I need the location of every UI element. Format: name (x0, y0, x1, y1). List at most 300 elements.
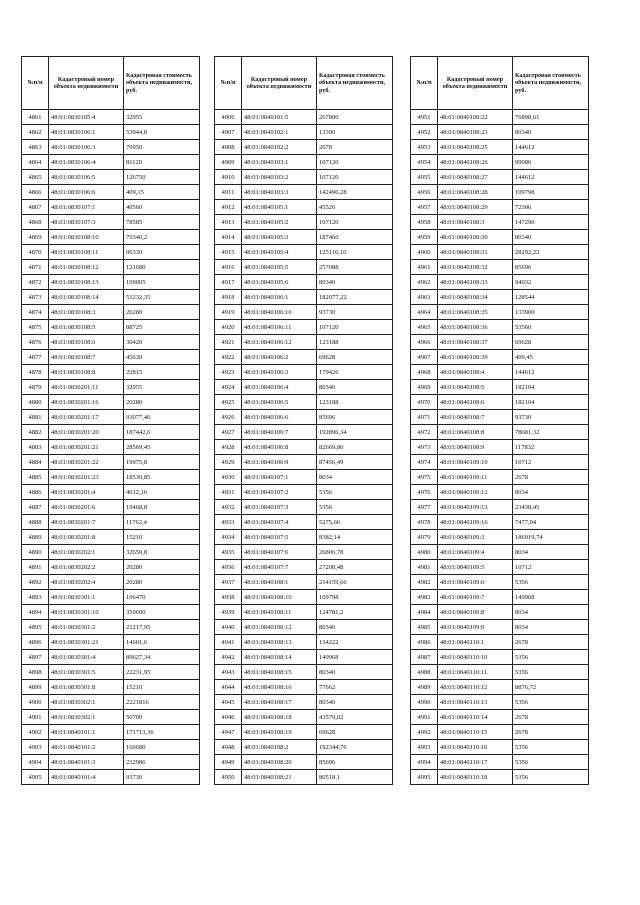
cadastral-value: 15210 (124, 530, 200, 545)
table-row (411, 560, 589, 575)
row-number: 4936 (215, 560, 242, 575)
row-number: 4949 (215, 755, 242, 770)
table-row (215, 275, 393, 290)
row-number: 4958 (411, 215, 438, 230)
table-row (215, 440, 393, 455)
table-row (411, 695, 589, 710)
row-number: 4894 (22, 605, 49, 620)
cadastral-number: 48:01:0840108:19 (242, 725, 317, 740)
table-row (215, 515, 393, 530)
cadastral-value: 50700 (124, 710, 200, 725)
cadastral-number: 48:01:0840106:2 (242, 350, 317, 365)
row-number: 4938 (215, 590, 242, 605)
row-number: 4885 (22, 470, 49, 485)
cadastral-number: 48:01:0840108:3 (438, 215, 513, 230)
row-number: 4900 (22, 695, 49, 710)
table-row (411, 590, 589, 605)
row-number: 4976 (411, 485, 438, 500)
row-number: 4951 (411, 110, 438, 125)
table-row (22, 590, 200, 605)
table-row (411, 245, 589, 260)
row-number: 4907 (215, 125, 242, 140)
cadastral-value: 93730 (513, 410, 589, 425)
cadastral-number: 48:01:0840109:8 (438, 605, 513, 620)
cadastral-value: 160680 (124, 740, 200, 755)
cadastral-number: 48:01:0840107:5 (242, 530, 317, 545)
table-row (411, 650, 589, 665)
row-number: 4921 (215, 335, 242, 350)
cadastral-value: 5356 (513, 695, 589, 710)
cadastral-value: 109798 (513, 185, 589, 200)
cadastral-value: 144612 (513, 365, 589, 380)
cadastral-number: 48:01:0840108:35 (438, 305, 513, 320)
cadastral-value: 20280 (124, 575, 200, 590)
cadastral-value: 19468,8 (124, 500, 200, 515)
row-number: 4908 (215, 140, 242, 155)
cadastral-value: 5356 (317, 500, 393, 515)
cadastral-number: 48:01:0840110:18 (438, 770, 513, 785)
table-row (215, 500, 393, 515)
table-row (22, 230, 200, 245)
row-number: 4919 (215, 305, 242, 320)
cadastral-value: 2678 (513, 710, 589, 725)
table-row (411, 545, 589, 560)
row-number: 4977 (411, 500, 438, 515)
cadastral-number: 48:01:0840106:5 (242, 395, 317, 410)
cadastral-number: 48:01:0840110:13 (438, 695, 513, 710)
row-number: 4962 (411, 275, 438, 290)
table-row (215, 245, 393, 260)
cadastral-number: 48:01:0840101:4 (49, 770, 124, 785)
cadastral-number: 48:01:0840108:30 (438, 230, 513, 245)
row-number: 4888 (22, 515, 49, 530)
cadastral-number: 48:01:0840109:6 (438, 575, 513, 590)
cadastral-value: 2678 (513, 635, 589, 650)
row-number: 4867 (22, 200, 49, 215)
cadastral-number: 48:01:0830108:14 (49, 290, 124, 305)
row-number: 4928 (215, 440, 242, 455)
table-row (411, 575, 589, 590)
cadastral-number: 48:01:0840108:31 (438, 245, 513, 260)
row-number: 4925 (215, 395, 242, 410)
table-row (411, 485, 589, 500)
cadastral-number: 48:01:0830105:4 (49, 110, 124, 125)
cadastral-number: 48:01:0840107:6 (242, 545, 317, 560)
cadastral-number: 48:01:0830106:5 (49, 170, 124, 185)
table-row (411, 500, 589, 515)
cadastral-number: 48:01:0830108:7 (49, 350, 124, 365)
cadastral-value: 109798 (317, 590, 393, 605)
cadastral-number: 48:01:0840106:12 (242, 335, 317, 350)
cadastral-value: 171713,36 (124, 725, 200, 740)
row-number: 4895 (22, 620, 49, 635)
table-row (215, 380, 393, 395)
row-number: 4985 (411, 620, 438, 635)
table-row (215, 350, 393, 365)
cadastral-value: 88725 (124, 320, 200, 335)
cadastral-number: 48:01:0840108:12 (242, 620, 317, 635)
cadastral-value: 80340 (317, 695, 393, 710)
cadastral-number: 48:01:0840110:14 (438, 710, 513, 725)
cadastral-value: 187460 (317, 230, 393, 245)
cadastral-number: 48:01:0830106:4 (49, 155, 124, 170)
cadastral-number: 48:01:0840110:15 (438, 725, 513, 740)
row-number: 4975 (411, 470, 438, 485)
table-row (411, 110, 589, 125)
cadastral-value: 53560 (513, 320, 589, 335)
table-header-row (411, 57, 589, 110)
table-row (411, 230, 589, 245)
row-number: 4898 (22, 665, 49, 680)
table-row (411, 635, 589, 650)
row-number: 4915 (215, 245, 242, 260)
cadastral-number: 48:01:0840108:11 (242, 605, 317, 620)
cadastral-value: 11762,4 (124, 515, 200, 530)
cadastral-number: 48:01:0840108:21 (242, 770, 317, 785)
row-number: 4978 (411, 515, 438, 530)
cadastral-number: 48:01:0840110:12 (438, 680, 513, 695)
table-row (411, 680, 589, 695)
table-row (411, 425, 589, 440)
cadastral-value: 5356 (513, 650, 589, 665)
table-row (215, 395, 393, 410)
cadastral-value: 89627,34 (124, 650, 200, 665)
row-number: 4994 (411, 755, 438, 770)
cadastral-number: 48:01:0830301:5 (49, 665, 124, 680)
cadastral-value: 80340 (317, 380, 393, 395)
table-row (22, 110, 200, 125)
cadastral-number: 48:01:0840106:6 (242, 410, 317, 425)
header-cadastral-value: Кадастровая стоимость объекта недвижимости, руб. (124, 57, 200, 110)
cadastral-number: 48:01:0830108:11 (49, 245, 124, 260)
cadastral-number: 48:01:0840109:3 (438, 530, 513, 545)
header-cadastral-number: Кадастровый номер объекта недвижимости (242, 57, 317, 110)
row-number: 4989 (411, 680, 438, 695)
cadastral-number: 48:01:0840108:33 (438, 275, 513, 290)
cadastral-number: 48:01:0830202:2 (49, 560, 124, 575)
row-number: 4911 (215, 185, 242, 200)
header-cadastral-number: Кадастровый номер объекта недвижимости (438, 57, 513, 110)
table-row (215, 620, 393, 635)
row-number: 4903 (22, 740, 49, 755)
cadastral-number: 48:01:0840109:7 (438, 590, 513, 605)
table-row (411, 335, 589, 350)
cadastral-value: 22815 (124, 365, 200, 380)
table-row (215, 320, 393, 335)
cadastral-value: 69628 (513, 335, 589, 350)
row-number: 4963 (411, 290, 438, 305)
cadastral-number: 48:01:0840110:1 (438, 635, 513, 650)
cadastral-number: 48:01:0840108:29 (438, 200, 513, 215)
table-row (22, 695, 200, 710)
row-number: 4960 (411, 245, 438, 260)
cadastral-number: 48:01:0840108:17 (242, 695, 317, 710)
row-number: 4913 (215, 215, 242, 230)
table-row (22, 170, 200, 185)
cadastral-number: 48:01:0840108:26 (438, 155, 513, 170)
cadastral-value: 5275,66 (317, 515, 393, 530)
row-number: 4920 (215, 320, 242, 335)
cadastral-number: 48:01:0840106:4 (242, 380, 317, 395)
row-number: 4906 (215, 110, 242, 125)
row-number: 4869 (22, 230, 49, 245)
row-number: 4992 (411, 725, 438, 740)
row-number: 4876 (22, 335, 49, 350)
cadastral-number: 48:01:0840101:3 (49, 755, 124, 770)
cadastral-number: 48:01:0840106:10 (242, 305, 317, 320)
table-row (215, 155, 393, 170)
cadastral-value: 99086 (513, 155, 589, 170)
cadastral-value: 5356 (317, 485, 393, 500)
table-row (22, 455, 200, 470)
cadastral-number: 48:01:0830201:7 (49, 515, 124, 530)
cadastral-value: 15210 (124, 680, 200, 695)
cadastral-number: 48:01:0840109:16 (438, 515, 513, 530)
cadastral-number: 48:01:0830108:8 (49, 365, 124, 380)
cadastral-value: 8034 (513, 620, 589, 635)
row-number: 4922 (215, 350, 242, 365)
cadastral-number: 48:01:0840108:9 (438, 440, 513, 455)
cadastral-value: 257088 (317, 260, 393, 275)
cadastral-number: 48:01:0840108:32 (438, 260, 513, 275)
row-number: 4874 (22, 305, 49, 320)
row-number: 4947 (215, 725, 242, 740)
table-row (411, 260, 589, 275)
cadastral-number: 48:01:0830201:11 (49, 380, 124, 395)
cadastral-number: 48:01:0840105:3 (242, 230, 317, 245)
cadastral-number: 48:01:0830201:17 (49, 410, 124, 425)
cadastral-number: 48:01:0840108:34 (438, 290, 513, 305)
cadastral-number: 48:01:0840106:8 (242, 440, 317, 455)
cadastral-value: 28292,22 (513, 245, 589, 260)
table-row (22, 770, 200, 785)
table-row (411, 620, 589, 635)
cadastral-number: 48:01:0830107:1 (49, 200, 124, 215)
cadastral-value: 32955 (124, 380, 200, 395)
row-number: 4929 (215, 455, 242, 470)
table-row (215, 140, 393, 155)
cadastral-value: 125116,16 (317, 245, 393, 260)
row-number: 4950 (215, 770, 242, 785)
cadastral-value: 5356 (513, 740, 589, 755)
table-row (411, 755, 589, 770)
cadastral-value: 5356 (513, 575, 589, 590)
table-row (215, 590, 393, 605)
cadastral-number: 48:01:0840109:4 (438, 545, 513, 560)
row-number: 4871 (22, 260, 49, 275)
table-row (215, 215, 393, 230)
row-number: 4896 (22, 635, 49, 650)
row-number: 4870 (22, 245, 49, 260)
table-row (22, 365, 200, 380)
cadastral-number: 48:01:0840109:12 (438, 485, 513, 500)
row-number: 4877 (22, 350, 49, 365)
cadastral-number: 48:01:0830108:6 (49, 335, 124, 350)
table-row (22, 680, 200, 695)
row-number: 4995 (411, 770, 438, 785)
cadastral-value: 19975,8 (124, 455, 200, 470)
cadastral-value: 5356 (513, 770, 589, 785)
cadastral-number: 48:01:0830301:4 (49, 650, 124, 665)
cadastral-value: 30420 (124, 335, 200, 350)
row-number: 4931 (215, 485, 242, 500)
cadastral-number: 48:01:0840108:39 (438, 350, 513, 365)
cadastral-value: 121680 (124, 260, 200, 275)
cadastral-number: 48:01:0840105:1 (242, 200, 317, 215)
cadastral-number: 48:01:0830301:8 (49, 680, 124, 695)
cadastral-number: 48:01:0830106:3 (49, 140, 124, 155)
row-number: 4910 (215, 170, 242, 185)
cadastral-number: 48:01:0840108:4 (438, 365, 513, 380)
table-row (22, 500, 200, 515)
cadastral-number: 48:01:0830201:6 (49, 500, 124, 515)
row-number: 4863 (22, 140, 49, 155)
row-number: 4933 (215, 515, 242, 530)
table-row (411, 170, 589, 185)
cadastral-number: 48:01:0830201:22 (49, 455, 124, 470)
row-number: 4990 (411, 695, 438, 710)
cadastral-value: 409,45 (513, 350, 589, 365)
cadastral-number: 48:01:0840108:27 (438, 170, 513, 185)
cadastral-table-1 (21, 56, 200, 785)
row-number: 4961 (411, 260, 438, 275)
cadastral-number: 48:01:0840110:11 (438, 665, 513, 680)
cadastral-number: 48:01:0840108:37 (438, 335, 513, 350)
row-number: 4993 (411, 740, 438, 755)
cadastral-number: 48:01:0840109:11 (438, 470, 513, 485)
table-row (22, 755, 200, 770)
table-row (215, 470, 393, 485)
row-number: 4970 (411, 395, 438, 410)
table-row (22, 185, 200, 200)
table-row (411, 440, 589, 455)
cadastral-number: 48:01:0830106:1 (49, 125, 124, 140)
table-row (215, 425, 393, 440)
cadastral-value: 27208,48 (317, 560, 393, 575)
cadastral-number: 48:01:0840108:28 (438, 185, 513, 200)
cadastral-value: 22231,95 (124, 665, 200, 680)
table-row (215, 560, 393, 575)
table-row (215, 740, 393, 755)
cadastral-value: 182104 (513, 395, 589, 410)
cadastral-value: 142496,28 (317, 185, 393, 200)
row-number: 4944 (215, 680, 242, 695)
cadastral-number: 48:01:0840108:18 (242, 710, 317, 725)
table-row (411, 155, 589, 170)
row-number: 4927 (215, 425, 242, 440)
table-row (22, 425, 200, 440)
row-number: 4973 (411, 440, 438, 455)
table-row (411, 350, 589, 365)
table-row (411, 290, 589, 305)
cadastral-value: 20280 (124, 305, 200, 320)
cadastral-value: 87456,49 (317, 455, 393, 470)
table-row (411, 710, 589, 725)
row-number: 4893 (22, 590, 49, 605)
cadastral-value: 144612 (513, 170, 589, 185)
table-row (22, 380, 200, 395)
cadastral-number: 48:01:0840108:25 (438, 140, 513, 155)
table-row (411, 200, 589, 215)
row-number: 4890 (22, 545, 49, 560)
table-row (215, 695, 393, 710)
table-row (411, 470, 589, 485)
row-number: 4897 (22, 650, 49, 665)
cadastral-number: 48:01:0840106:11 (242, 320, 317, 335)
cadastral-value: 4012,16 (124, 485, 200, 500)
table-row (22, 410, 200, 425)
table-row (215, 575, 393, 590)
row-number: 4974 (411, 455, 438, 470)
cadastral-number: 48:01:0830301:10 (49, 605, 124, 620)
cadastral-value: 20280 (124, 395, 200, 410)
row-number: 4945 (215, 695, 242, 710)
row-number: 4873 (22, 290, 49, 305)
table-row (411, 380, 589, 395)
cadastral-number: 48:01:0840108:15 (242, 665, 317, 680)
row-number: 4942 (215, 650, 242, 665)
row-number: 4941 (215, 635, 242, 650)
row-number: 4924 (215, 380, 242, 395)
cadastral-value: 107120 (317, 215, 393, 230)
table-row (22, 725, 200, 740)
cadastral-value: 117832 (513, 440, 589, 455)
cadastral-number: 48:01:0830302:1 (49, 710, 124, 725)
cadastral-number: 48:01:0840108:20 (242, 755, 317, 770)
table-row (22, 395, 200, 410)
cadastral-number: 48:01:0840108:2 (242, 740, 317, 755)
table-row (411, 395, 589, 410)
cadastral-number: 48:01:0830201:16 (49, 395, 124, 410)
table-row (215, 125, 393, 140)
cadastral-value: 80340 (317, 665, 393, 680)
row-number: 4943 (215, 665, 242, 680)
table-row (215, 365, 393, 380)
table-row (22, 605, 200, 620)
cadastral-number: 48:01:0830301:21 (49, 635, 124, 650)
row-number: 4861 (22, 110, 49, 125)
cadastral-value: 82669,86 (317, 440, 393, 455)
cadastral-value: 85696 (317, 410, 393, 425)
row-number: 4884 (22, 455, 49, 470)
cadastral-number: 48:01:0830302:1 (49, 695, 124, 710)
row-number: 4864 (22, 155, 49, 170)
table-row (411, 665, 589, 680)
row-number: 4952 (411, 125, 438, 140)
cadastral-number: 48:01:0840110:17 (438, 755, 513, 770)
cadastral-number: 48:01:0830108:5 (49, 320, 124, 335)
table-row (215, 290, 393, 305)
cadastral-number: 48:01:0840107:1 (242, 470, 317, 485)
table-row (411, 605, 589, 620)
row-number: 4953 (411, 140, 438, 155)
cadastral-number: 48:01:0840108:6 (438, 395, 513, 410)
cadastral-number: 48:01:0830108:10 (49, 230, 124, 245)
table-row (411, 365, 589, 380)
cadastral-value: 32650,8 (124, 545, 200, 560)
cadastral-value: 147290 (513, 215, 589, 230)
cadastral-value: 93730 (317, 305, 393, 320)
row-number: 4972 (411, 425, 438, 440)
cadastral-number: 48:01:0840102:1 (242, 125, 317, 140)
row-number: 4964 (411, 305, 438, 320)
table-row (411, 515, 589, 530)
cadastral-value: 18530,85 (124, 470, 200, 485)
cadastral-number: 48:01:0840106:7 (242, 425, 317, 440)
cadastral-value: 359600 (124, 605, 200, 620)
cadastral-value: 53944,8 (124, 125, 200, 140)
row-number: 4916 (215, 260, 242, 275)
